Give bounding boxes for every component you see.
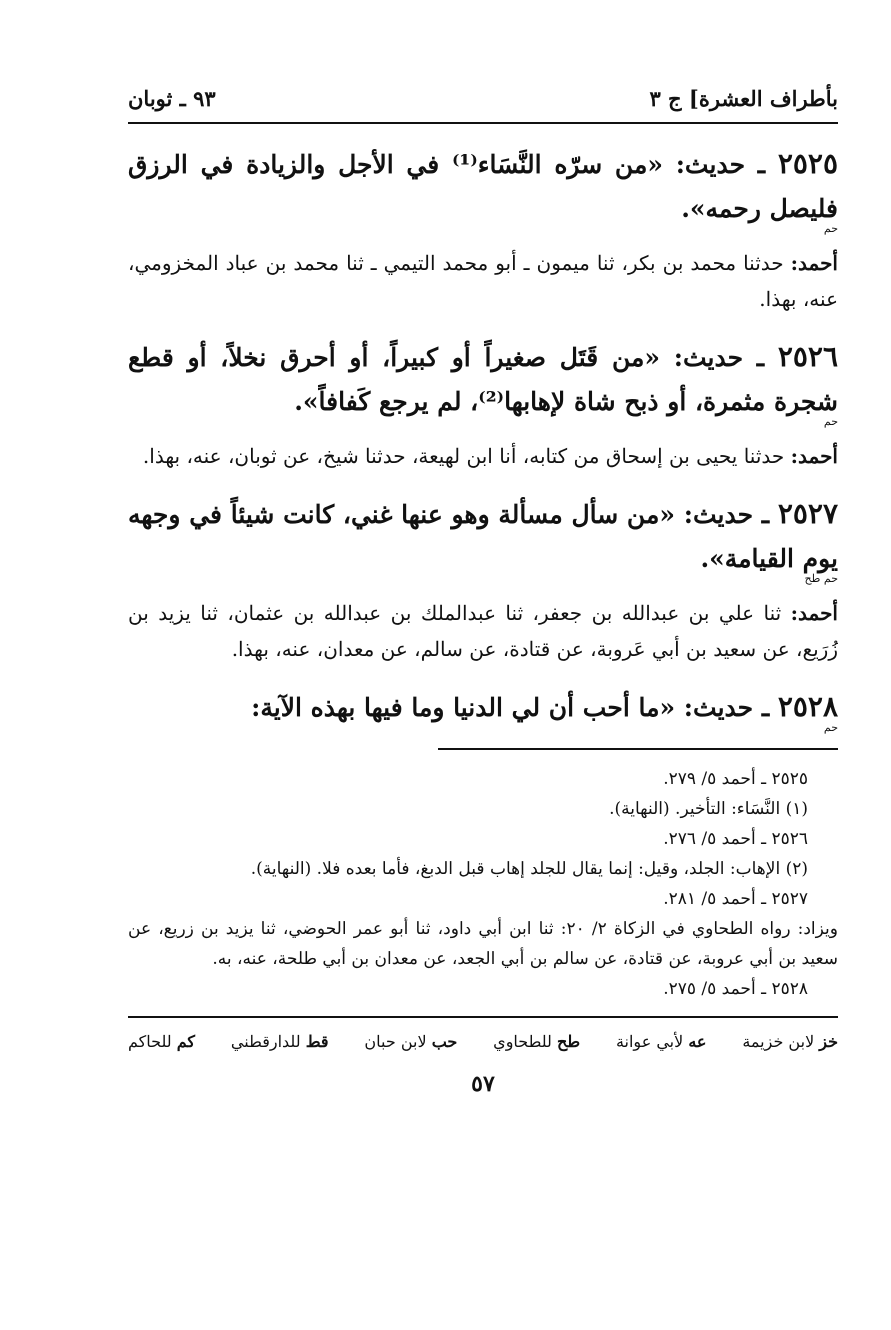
isnad-text: حدثنا يحيى بن إسحاق من كتابه، أنا ابن لهيعة، حدثنا شيخ، عن ثوبان، عنه، بهذا. [142,444,791,468]
legend-name: للطحاوي [493,1032,552,1051]
hadith-sigla: حم [823,721,838,734]
legend-abbr: خز [819,1032,838,1051]
abbreviation-legend [128,1032,838,1051]
hadith-number: ٢٥٢٨ [777,690,838,723]
legend-abbr: طح [557,1032,581,1051]
footnote-line: ٢٥٢٧ ـ أحمد ٥/ ٢٨١. [663,889,808,909]
hadith-text: ـ حديث: «من سأل مسألة وهو عنها غني، كانت شيئاً في وجهه يوم القيامة». [128,500,838,573]
isnad-text: ثنا علي بن عبدالله بن جعفر، ثنا عبدالملك بن عبدالله بن عثمان، ثنا يزيد بن زُرَيع، عن سعيد بن أبي عَروبة، عن قتادة، عن سالم، عن معدان، عنه، بهذا. [128,601,838,661]
hadith-sigla: حم [823,415,838,428]
hadith-entry [128,685,838,734]
footnote-rule [438,748,838,750]
legend-name: لأبي عوانة [615,1032,684,1051]
footnote-line: ٢٥٢٦ ـ أحمد ٥/ ٢٧٦. [663,829,808,849]
footnote-line: ويزاد: رواه الطحاوي في الزكاة ٢/ ٢٠: ثنا ابن أبي داود، ثنا أبو عمر الحوضي، ثنا يزيد بن زريع، عن سعيد بن أبي عروبة، عن قتادة، عن سالم بن أبي الجعد، عن معدان بن أبي طلحة، عنه، به. [128,919,838,969]
page-number: ٥٧ [471,1071,495,1097]
isnad-paragraph [128,245,838,317]
hadith-sigla: حم طح [804,572,838,585]
legend-item [364,1032,457,1051]
legend-abbr: قط [305,1032,329,1051]
header-rule [128,122,838,124]
legend-item [616,1032,707,1051]
isnad-source: أحمد: [790,601,838,625]
footnote-line: (١) النَّسَاء: التأخير. (النهاية). [609,799,808,819]
hadith-text: ـ حديث: «من قَتَل صغيراً أو كبيراً، أو أحرق نخلاً، أو قطع شجرة مثمرة، أو ذبح شاة لإهابها⁽²⁾، لم يرجع كَفافاً». [128,343,838,416]
hadith-text-block [128,492,838,585]
footnote-line: ٢٥٢٨ ـ أحمد ٥/ ٢٧٥. [663,979,808,999]
legend-abbr: كم [176,1032,196,1051]
hadith-entry [128,335,838,474]
legend-item [742,1032,838,1051]
legend-name: لابن حبان [364,1032,427,1051]
isnad-source: أحمد: [790,251,838,275]
isnad-text: حدثنا محمد بن بكر، ثنا ميمون ـ أبو محمد التيمي ـ ثنا محمد بن عباد المخزومي، عنه، بهذا. [128,251,838,311]
hadith-entry [128,492,838,667]
hadith-text-block [128,335,838,428]
footnote-line: ٢٥٢٥ ـ أحمد ٥/ ٢٧٩. [663,769,808,789]
legend-abbr: عه [688,1032,707,1051]
legend-abbr: حب [431,1032,458,1051]
legend-rule [128,1016,838,1018]
hadith-text: ـ حديث: «من سرّه النَّسَاء⁽¹⁾ في الأجل والزيادة في الرزق فليصل رحمه». [128,150,838,223]
hadith-number: ٢٥٢٥ [777,147,838,180]
hadith-text-block [128,142,838,235]
header-chapter: ٩٣ ـ ثوبان [128,85,216,111]
hadith-number: ٢٥٢٦ [777,340,838,373]
hadith-text-block [128,685,838,734]
legend-item [493,1032,580,1051]
isnad-source: أحمد: [790,444,838,468]
legend-name: لابن خزيمة [742,1032,815,1051]
running-header [128,78,838,118]
legend-name: للحاكم [128,1032,172,1051]
header-volume: بأطراف العشرة] ج ٣ [649,85,838,111]
document-page [128,78,838,1278]
hadith-entry [128,142,838,317]
legend-item [128,1032,195,1051]
legend-item [231,1032,329,1051]
hadith-text: ـ حديث: «ما أحب أن لي الدنيا وما فيها بهذه الآية: [251,693,778,722]
footnote-line: (٢) الإهاب: الجلد، وقيل: إنما يقال للجلد إهاب قبل الدبغ، فأما بعده فلا. (النهاية). [250,859,808,879]
isnad-paragraph [128,595,838,667]
hadith-sigla: حم [823,222,838,235]
legend-name: للدارقطني [230,1032,301,1051]
isnad-paragraph [128,438,838,474]
footnotes [128,764,838,1004]
hadith-number: ٢٥٢٧ [777,497,838,530]
